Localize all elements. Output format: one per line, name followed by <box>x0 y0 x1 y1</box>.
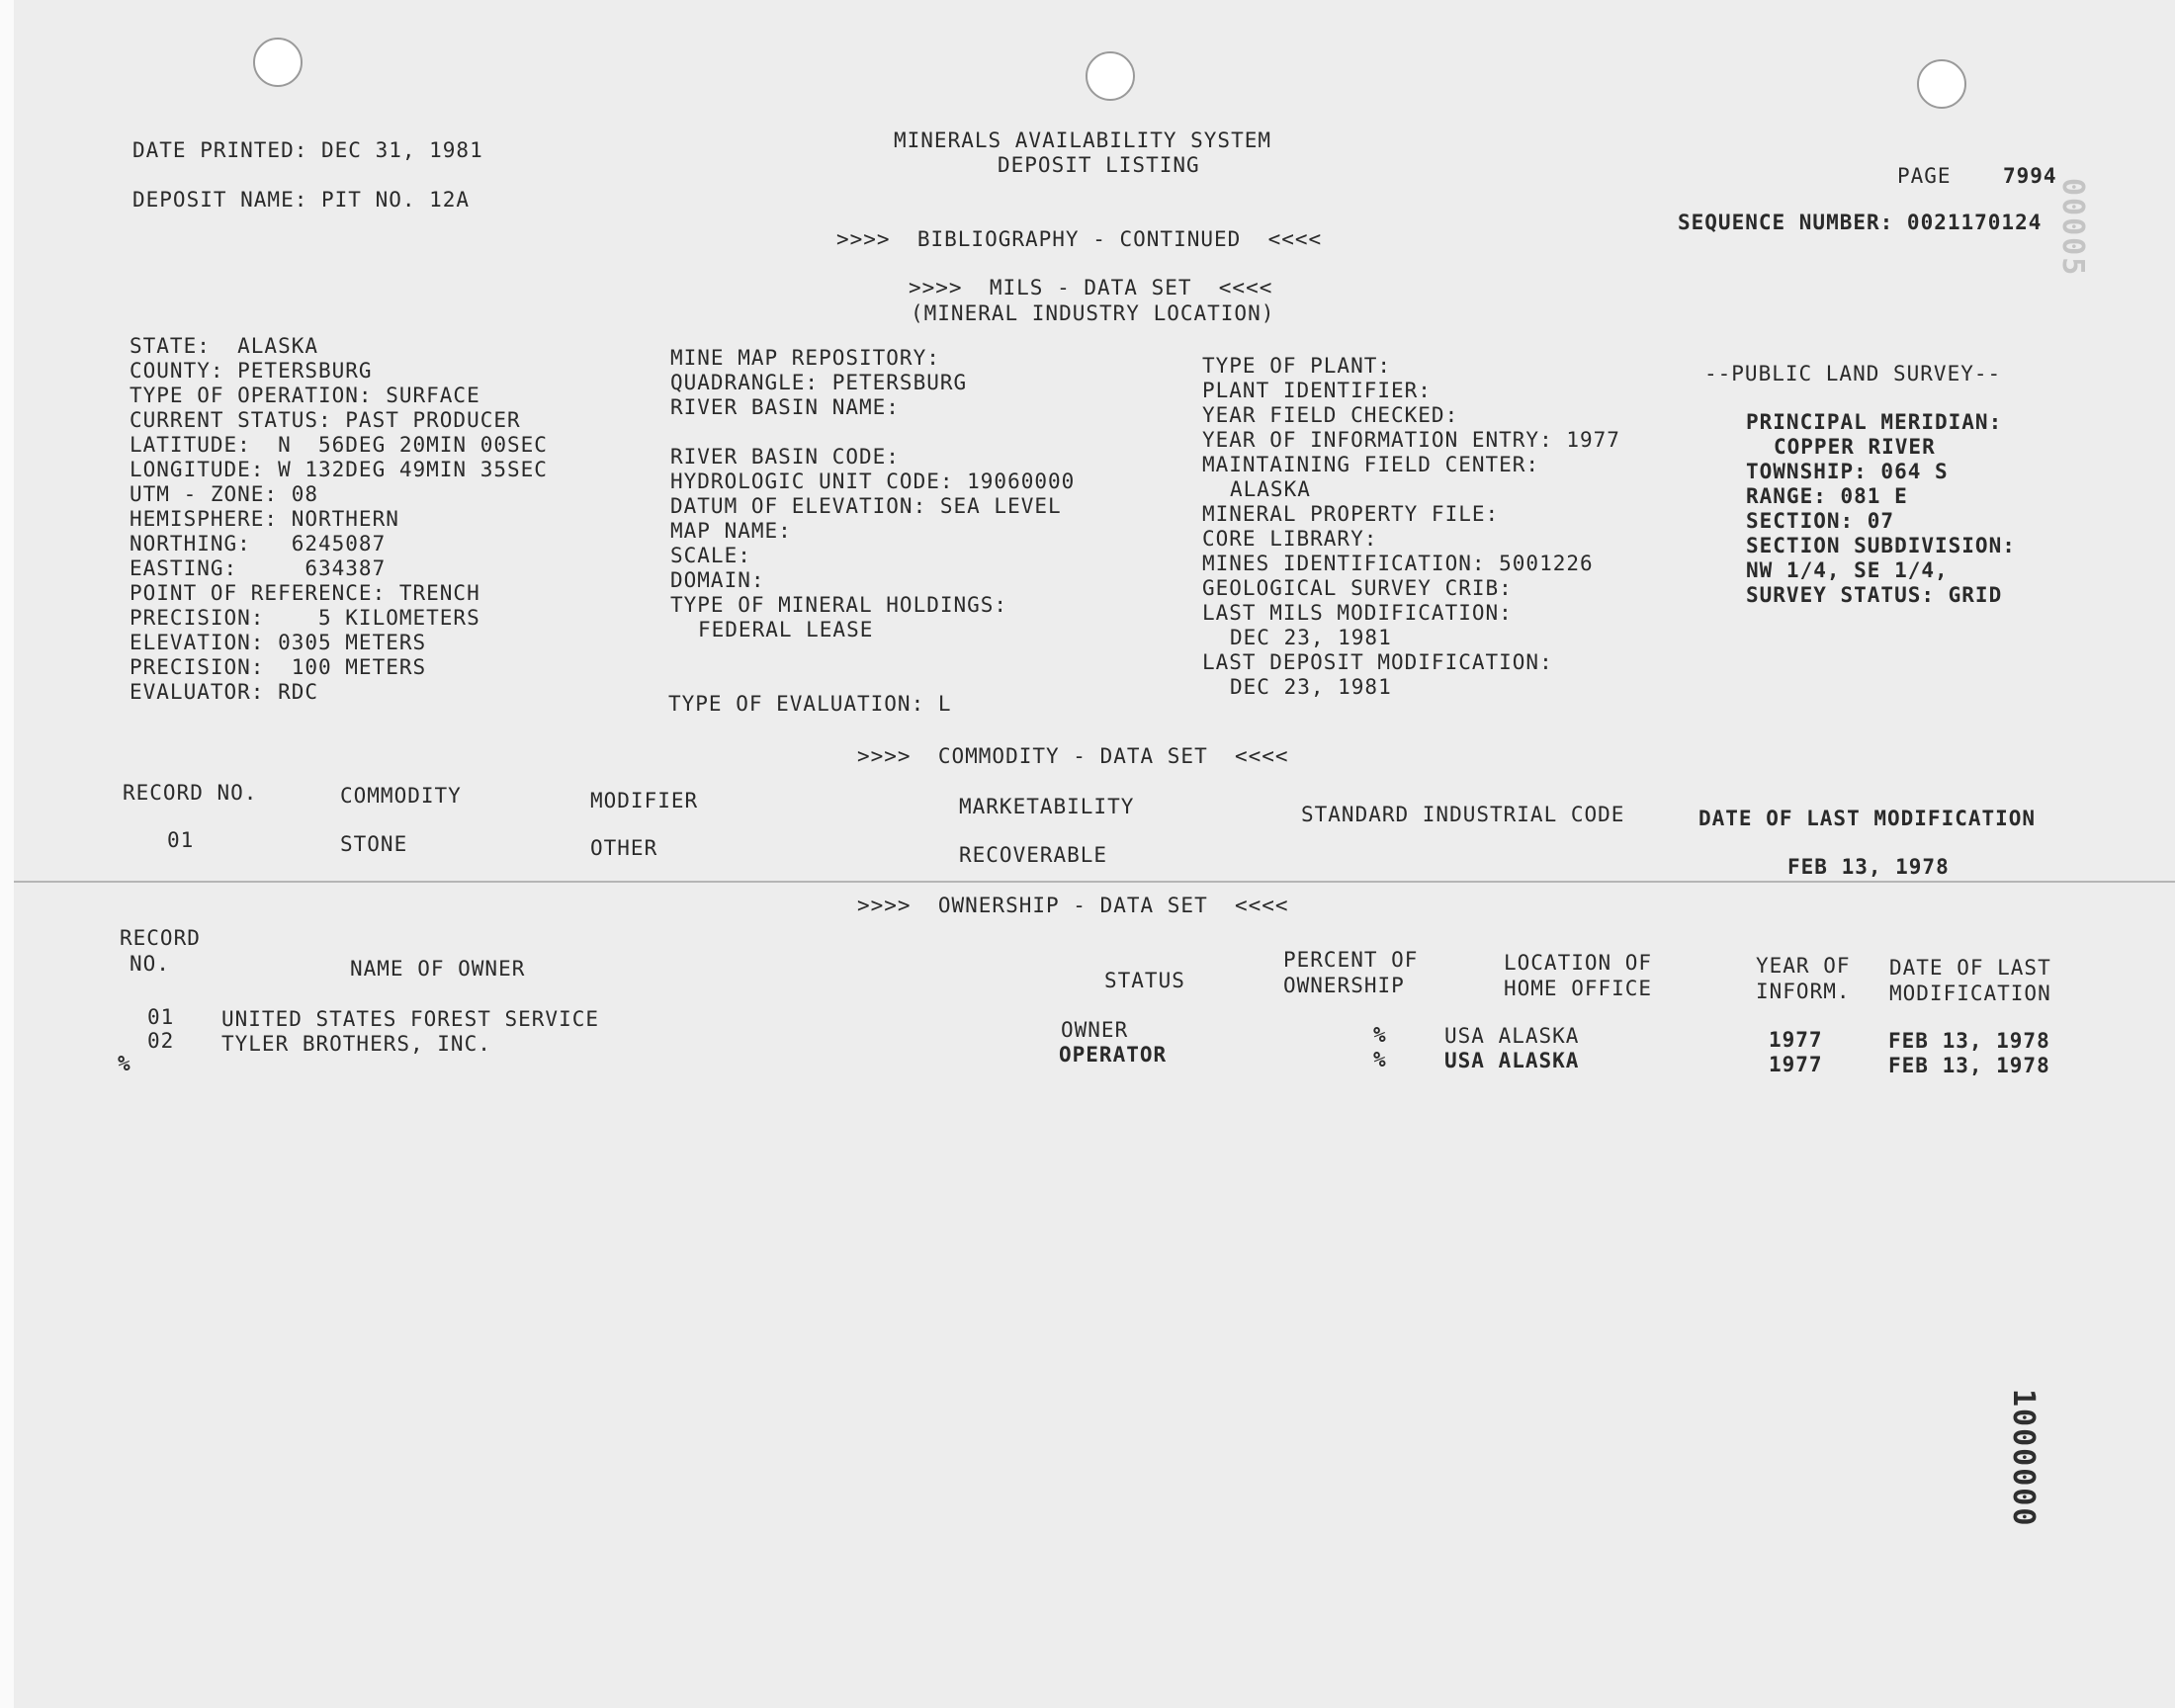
ownership-header-home-office: HOME OFFICE <box>1504 977 1653 1000</box>
field-maintaining-center-value: ALASKA <box>1230 477 1311 501</box>
page-label: PAGE <box>1897 164 1952 188</box>
punch-hole-center <box>1086 51 1135 101</box>
commodity-header-record: RECORD NO. <box>123 781 258 805</box>
ownership-header-name: NAME OF OWNER <box>350 957 526 981</box>
mils-map-column <box>670 346 1075 642</box>
commodity-row-record: 01 <box>167 828 195 852</box>
field-utm-zone: UTM - ZONE: 08 <box>130 482 319 506</box>
field-year-field-checked: YEAR FIELD CHECKED: <box>1202 403 1459 427</box>
field-hemisphere: HEMISPHERE: NORTHERN <box>130 507 399 531</box>
field-county: COUNTY: PETERSBURG <box>130 359 373 383</box>
ownership-row-date: FEB 13, 1978 <box>1888 1054 2050 1077</box>
field-geological-survey-crib: GEOLOGICAL SURVEY CRIB: <box>1202 576 1513 600</box>
margin-code-bottom: 1000000 <box>2006 1389 2041 1528</box>
public-land-survey-heading: --PUBLIC LAND SURVEY-- <box>1704 362 2002 385</box>
fold-line <box>14 881 2175 883</box>
field-precision-m: PRECISION: 100 METERS <box>130 655 427 679</box>
listing-title: DEPOSIT LISTING <box>998 153 1200 177</box>
field-evaluator: EVALUATOR: RDC <box>130 680 319 704</box>
punch-hole-right <box>1917 59 1966 109</box>
field-mine-map-repository: MINE MAP REPOSITORY: <box>670 346 940 370</box>
field-point-of-reference: POINT OF REFERENCE: TRENCH <box>130 581 480 605</box>
field-latitude: LATITUDE: N 56DEG 20MIN 00SEC <box>130 433 548 457</box>
field-mineral-holdings: TYPE OF MINERAL HOLDINGS: <box>670 593 1008 617</box>
field-precision-km: PRECISION: 5 KILOMETERS <box>130 606 480 630</box>
commodity-header-marketability: MARKETABILITY <box>959 795 1135 818</box>
field-last-deposit-modification-value: DEC 23, 1981 <box>1230 675 1392 699</box>
ownership-row-percent: % <box>1373 1023 1387 1047</box>
ownership-end-mark: % <box>118 1052 131 1075</box>
field-type-of-plant: TYPE OF PLANT: <box>1202 354 1392 378</box>
commodity-row-commodity: STONE <box>340 832 408 856</box>
ownership-heading: >>>> OWNERSHIP - DATA SET <<<< <box>857 894 1289 917</box>
ownership-row-year: 1977 <box>1769 1053 1823 1076</box>
public-land-survey-column <box>1746 410 2016 608</box>
ownership-row-no: 01 <box>147 1005 175 1029</box>
ownership-row-name: TYLER BROTHERS, INC. <box>221 1032 491 1056</box>
field-longitude: LONGITUDE: W 132DEG 49MIN 35SEC <box>130 458 548 481</box>
ownership-row-status: OPERATOR <box>1059 1043 1168 1067</box>
system-title: MINERALS AVAILABILITY SYSTEM <box>894 128 1272 152</box>
punch-hole-left <box>253 38 303 87</box>
mils-heading: >>>> MILS - DATA SET <<<< <box>909 276 1273 299</box>
field-state: STATE: ALASKA <box>130 334 319 358</box>
ownership-row-status: OWNER <box>1061 1018 1129 1042</box>
field-mineral-holdings-value: FEDERAL LEASE <box>698 618 874 641</box>
field-current-status: CURRENT STATUS: PAST PRODUCER <box>130 408 521 432</box>
ownership-row-location: USA ALASKA <box>1444 1024 1580 1048</box>
mils-plant-column <box>1202 354 1620 700</box>
page-number: 7994 <box>2003 164 2057 188</box>
sequence-number: SEQUENCE NUMBER: 0021170124 <box>1678 211 2043 234</box>
commodity-row-date: FEB 13, 1978 <box>1787 855 1950 879</box>
field-hydrologic-unit: HYDROLOGIC UNIT CODE: 19060000 <box>670 470 1076 493</box>
mils-location-column <box>130 334 548 705</box>
ownership-header-ownership: OWNERSHIP <box>1283 974 1405 997</box>
field-last-mils-modification-value: DEC 23, 1981 <box>1230 626 1392 649</box>
field-elevation: ELEVATION: 0305 METERS <box>130 631 427 654</box>
ownership-row-percent: % <box>1373 1048 1387 1071</box>
field-maintaining-center: MAINTAINING FIELD CENTER: <box>1202 453 1540 476</box>
field-scale: SCALE: <box>670 544 751 567</box>
field-principal-meridian: PRINCIPAL MERIDIAN: <box>1746 410 2003 434</box>
commodity-row-modifier: OTHER <box>590 836 658 860</box>
mils-subheading: (MINERAL INDUSTRY LOCATION) <box>911 301 1275 325</box>
ownership-header-status: STATUS <box>1104 969 1185 992</box>
commodity-header-commodity: COMMODITY <box>340 784 462 808</box>
field-last-mils-modification: LAST MILS MODIFICATION: <box>1202 601 1513 625</box>
field-northing: NORTHING: 6245087 <box>130 532 387 555</box>
field-quadrangle: QUADRANGLE: PETERSBURG <box>670 371 968 394</box>
bibliography-heading: >>>> BIBLIOGRAPHY - CONTINUED <<<< <box>836 227 1323 251</box>
field-plant-identifier: PLANT IDENTIFIER: <box>1202 379 1432 402</box>
field-operation-type: TYPE OF OPERATION: SURFACE <box>130 384 480 407</box>
commodity-header-sic: STANDARD INDUSTRIAL CODE <box>1301 803 1625 826</box>
field-river-basin-name: RIVER BASIN NAME: <box>670 395 900 419</box>
field-township: TOWNSHIP: 064 S <box>1746 460 1949 483</box>
ownership-header-year: YEAR OF <box>1756 954 1851 978</box>
date-printed: DATE PRINTED: DEC 31, 1981 <box>132 138 483 162</box>
field-map-name: MAP NAME: <box>670 519 792 543</box>
ownership-row-location: USA ALASKA <box>1444 1049 1580 1072</box>
field-river-basin-code: RIVER BASIN CODE: <box>670 445 900 469</box>
field-mineral-property-file: MINERAL PROPERTY FILE: <box>1202 502 1500 526</box>
field-core-library: CORE LIBRARY: <box>1202 527 1378 551</box>
ownership-row-year: 1977 <box>1769 1028 1823 1052</box>
ownership-header-record: RECORD <box>120 926 201 950</box>
ownership-row-name: UNITED STATES FOREST SERVICE <box>221 1007 600 1031</box>
commodity-header-date: DATE OF LAST MODIFICATION <box>1698 807 2037 830</box>
ownership-row-no: 02 <box>147 1029 175 1053</box>
field-survey-status: SURVEY STATUS: GRID <box>1746 583 2003 607</box>
commodity-row-marketability: RECOVERABLE <box>959 843 1108 867</box>
commodity-header-modifier: MODIFIER <box>590 789 699 812</box>
field-section: SECTION: 07 <box>1746 509 1895 533</box>
field-section-subdivision-value: NW 1/4, SE 1/4, <box>1746 558 1949 582</box>
field-year-of-information: YEAR OF INFORMATION ENTRY: 1977 <box>1202 428 1620 452</box>
commodity-heading: >>>> COMMODITY - DATA SET <<<< <box>857 744 1289 768</box>
deposit-name: DEPOSIT NAME: PIT NO. 12A <box>132 188 471 212</box>
field-range: RANGE: 081 E <box>1746 484 1908 508</box>
field-principal-meridian-value: COPPER RIVER <box>1774 435 1936 459</box>
field-type-of-evaluation: TYPE OF EVALUATION: L <box>668 692 952 716</box>
margin-code-top: 00005 <box>2055 178 2090 278</box>
ownership-header-modification: MODIFICATION <box>1889 982 2051 1005</box>
field-last-deposit-modification: LAST DEPOSIT MODIFICATION: <box>1202 650 1553 674</box>
ownership-header-date-of-last: DATE OF LAST <box>1889 956 2051 980</box>
field-datum-of-elevation: DATUM OF ELEVATION: SEA LEVEL <box>670 494 1062 518</box>
field-domain: DOMAIN: <box>670 568 765 592</box>
ownership-header-percent: PERCENT OF <box>1283 948 1419 972</box>
field-easting: EASTING: 634387 <box>130 556 387 580</box>
ownership-header-location: LOCATION OF <box>1504 951 1653 975</box>
field-mines-identification: MINES IDENTIFICATION: 5001226 <box>1202 552 1594 575</box>
ownership-header-record-no: NO. <box>130 952 170 976</box>
ownership-row-date: FEB 13, 1978 <box>1888 1029 2050 1053</box>
ownership-header-inform: INFORM. <box>1756 980 1851 1003</box>
field-section-subdivision: SECTION SUBDIVISION: <box>1746 534 2016 557</box>
